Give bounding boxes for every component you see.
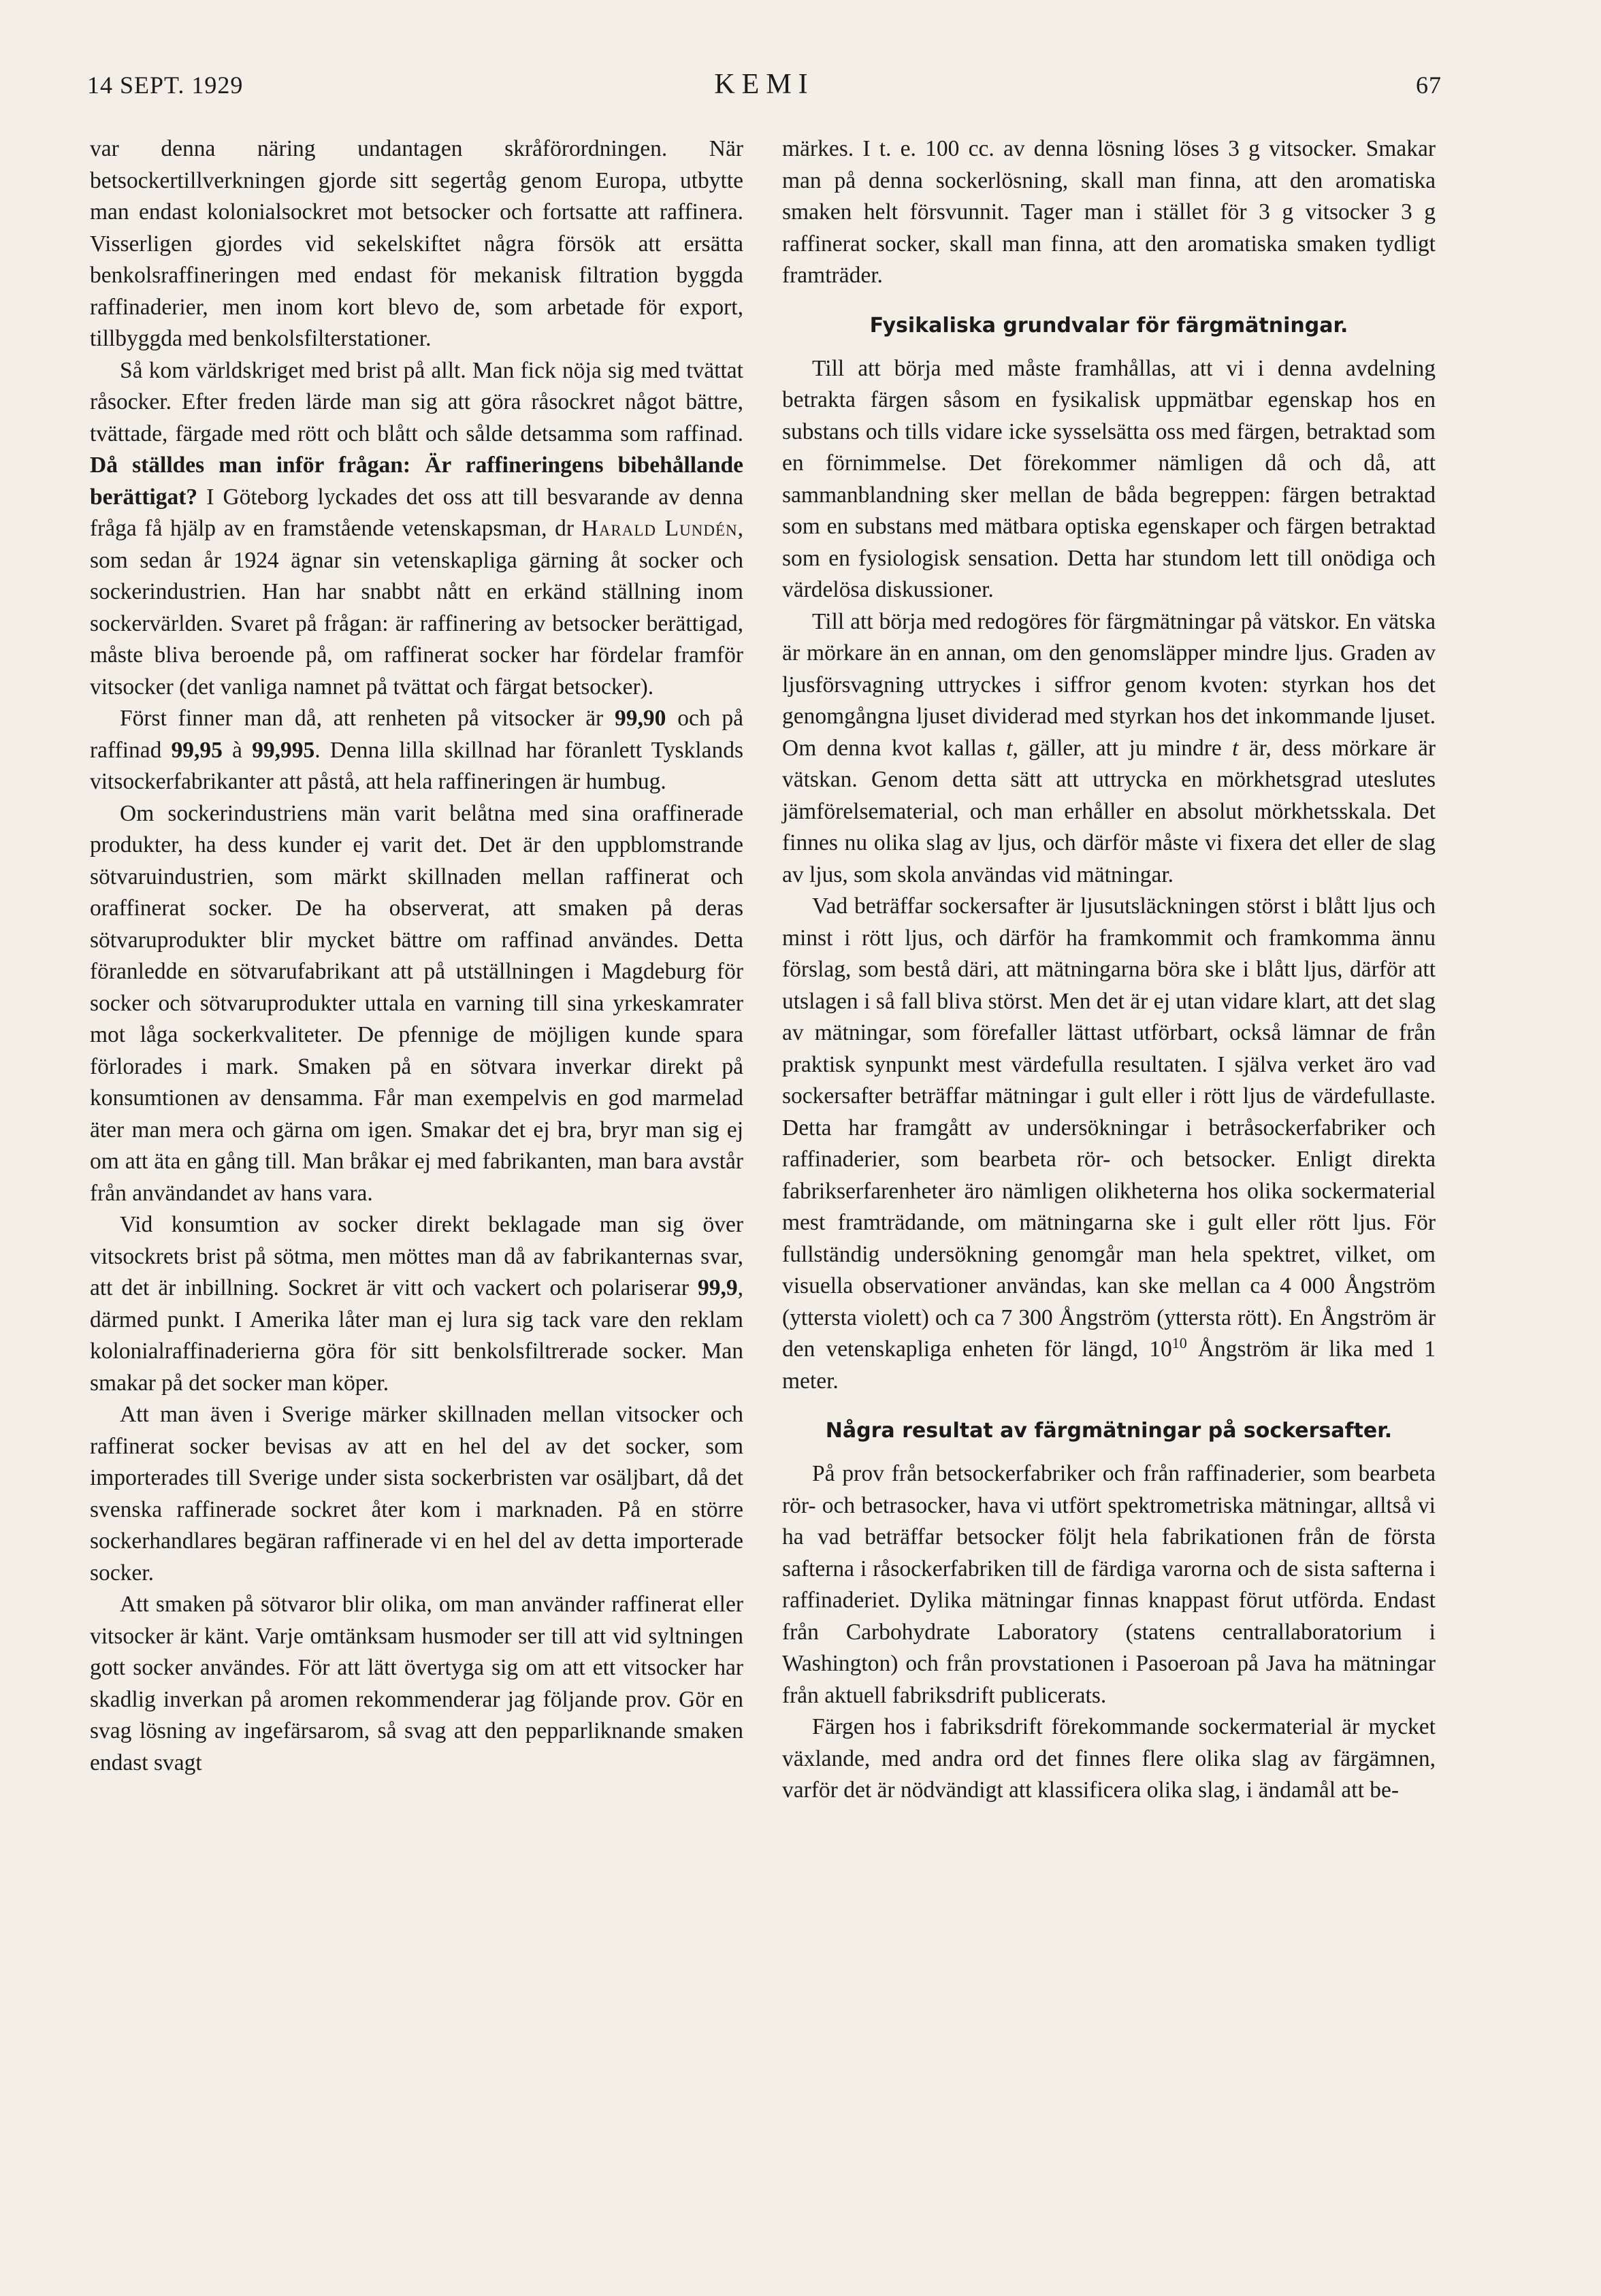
paragraph: Vad beträffar sockersafter är ljusutsläckningen störst i blått ljus och minst i rött ljus, och därför ha framkommit och framkomma ännu förslag, som bestå däri, att mätningarna böra ske i blått ljus, därför att utslagen i så fall bliva störst. Men det är ej utan vidare klart, att det slag av mätningar, som förefaller lättast utförbart, också lämnar de från praktisk synpunkt mest värdefulla resultaten. I själva verket äro vad sockersafter beträffar mätningar i gult eller i rött ljus de värdefullaste. Detta har framgått av undersökningar i betråsockerfabriker och raffinaderier, som bearbeta rör- och betsocker. Enligt direkta fabrikserfarenheter äro nämligen olikheterna hos olika sockermaterial mest framträdande, om mätningarna ske i gult eller rött ljus. För fullständig undersökning genomgår man hela spektret, vilket, om visuella observationer användas, kan ske mellan ca 4 000 Ångström (yttersta violett) och ca 7 300 Ångström (yttersta rött). En Ångström är den vetenskapliga enheten för längd, $10^{10}$ Ångström är lika med 1 meter. (782, 893, 1436, 1394)
journal-title: KEMI (714, 69, 815, 100)
paragraph: Till att börja med måste framhållas, att vi i denna avdelning betrakta färgen såsom en fysikalisk uppmätbar egenskap hos en substans och tills vidare icke sysselsätta oss med färgen, betraktad som en förnimmelse. Det förekommer nämligen då och då, att sammanblandning sker mellan de båda begreppen: färgen betraktad som en substans med mätbara optiska egenskaper och färgen betraktad som en fysiologisk sensation. Detta har stundom lett till onödiga och värdelösa diskussioner. (782, 355, 1436, 602)
left-column (90, 133, 743, 1779)
page-number: 67 (1416, 71, 1442, 99)
paragraph: Först finner man då, att renheten på vitsocker är 99,90 och på raffinad 99,95 à 99,995. Denna lilla skillnad har föranlett Tysklands vitsockerfabrikanter att påstå, att hela raffineringen är humbug. (90, 706, 744, 794)
issue-date: 14 SEPT. 1929 (87, 71, 244, 99)
paragraph: Att smaken på sötvaror blir olika, om man använder raffinerat eller vitsocker är känt. Varje omtänksam husmoder ser till att vid syltningen gott socker användes. För att lätt övertyga sig om att ett vitsocker har skadlig inverkan på aromen rekommenderar jag följande prov. Gör en svag lösning av ingefärsarom, så svag att den pepparliknande smaken endast svagt (90, 1592, 743, 1775)
paragraph: På prov från betsockerfabriker och från raffinaderier, som bearbeta rör- och betrasocker, hava vi utfört spektrometriska mätningar, alltså vi ha vad beträffar betsocker följt hela fabrikationen från de första safterna i råsockerfabriken till de färdiga varorna och de sista safterna i raffinaderiet. Dylika mätningar finnas knappast förut utförda. Endast från Carbohydrate Laboratory (statens centrallaboratorium i Washington) och från provstationen i Pasoeroan på Java ha mätningar från aktuell fabriksdrift publicerats. (782, 1461, 1436, 1708)
paragraph: märkes. I t. e. 100 cc. av denna lösning löses 3 g vitsocker. Smakar man på denna sockerlösning, skall man finna, att den aromatiska smaken helt försvunnit. Tager man i stället för 3 g vitsocker 3 g raffinerat socker, skall man finna, att den aromatiska smaken tydligt framträder. (782, 136, 1436, 288)
person-name: Harald Lundén (581, 516, 738, 541)
paragraph: Vid konsumtion av socker direkt beklagade man sig över vitsockrets brist på sötma, men möttes man då av fabrikanternas svar, att det är inbillning. Sockret är vitt och vackert och polariserar 99,9, därmed punkt. I Amerika låter man ej lura sig tack vare den reklam kolonialraffinaderierna göra för sitt benkolsfiltrerade socker. Man smakar på det socker man köper. (90, 1212, 743, 1396)
section-heading: Fysikaliska grundvalar för färgmätningar. (869, 313, 1348, 338)
page-header (87, 71, 1442, 112)
paragraph: Om sockerindustriens män varit belåtna med sina oraffinerade produkter, ha dess kunder ej varit det. Det är den uppblomstrande sötvaruindustrien, som märkt skillnaden mellan raffinerat och oraffinerat socker. De ha observerat, att smaken på deras sötvaruprodukter blir mycket bättre om raffinad användes. Detta föranledde en sötvarufabrikant att på utställningen i Magdeburg för socker och sötvaruprodukter uttala en varning till sina yrkeskamrater mot låga sockerkvaliteter. De pfennige de möjligen kunde spara förlorades i mark. Smaken på en sötvara inverkar direkt på konsumtionen av densamma. Får man exempelvis en god marmelad äter man mera och gärna om igen. Smakar det ej bra, bryr man sig ej om att äta en gång till. Man bråkar ej med fabrikanten, man bara avstår från användandet av hans vara. (90, 800, 743, 1206)
paragraph: Färgen hos i fabriksdrift förekommande sockermaterial är mycket växlande, med andra ord det finnes flere olika slag av färgämnen, varför det är nödvändigt att klassificera olika slag, i ändamål att be- (782, 1714, 1436, 1803)
paragraph: Så kom världskriget med brist på allt. Man fick nöja sig med tvättat råsocker. Efter freden lärde man sig att göra råsockret något bättre, tvättade, färgade med rött och blått och sålde detsamma som raffinad. Då ställdes man inför frågan: Är raffineringens bibehållande berättigat? I Göteborg lyckades det oss att till besvarande av denna fråga få hjälp av en framstående vetenskapsman, dr Harald Lundén, som sedan år 1924 ägnar sin vetenskapliga gärning åt socker och sockerindustrien. Han har snabbt nått en erkänd ställning inom sockervärlden. Svaret på frågan: är raffinering av betsocker berättigad, måste bliva beroende på, om raffinerat socker har fördelar framför vitsocker (det vanliga namnet på tvättat och färgat betsocker). (90, 357, 743, 700)
paragraph: var denna näring undantagen skråförordningen. När betsockertillverkningen gjorde sitt segertåg genom Europa, utbytte man endast kolonialsockret mot betsocker och fortsatte att raffinera. Visserligen gjordes vid sekelskiftet några försök att ersätta benkolsraffineringen med endast för mekanisk filtration byggda raffinaderier, men inom kort blevo de, som arbetade för export, tillbyggda med benkolsfilterstationer. (90, 136, 743, 351)
paragraph: Att man även i Sverige märker skillnaden mellan vitsocker och raffinerat socker bevisas av att en hel del av det socker, som importerades till Sverige under sista sockerbristen var osäljbart, då det svenska raffinerade sockret åter kom i marknaden. På en större sockerhandlares begäran raffinerade vi en hel del av detta importerade socker. (90, 1402, 743, 1586)
right-column (782, 133, 1436, 1807)
section-heading: Några resultat av färgmätningar på sockersafter. (825, 1419, 1393, 1443)
paragraph: Till att börja med redogöres för färgmätningar på vätskor. En vätska är mörkare än en annan, om den genomsläpper mindre ljus. Graden av ljusförsvagning uttryckes i siffror genom kvoten: styrkan hos det genomgångna ljuset dividerad med styrkan hos det inkommande ljuset. Om denna kvot kallas t, gäller, att ju mindre t är, dess mörkare är vätskan. Genom detta sätt att uttrycka en mörkhetsgrad uteslutes jämförelsematerial, och man erhåller en absolut mörkhetsskala. Det finnes nu olika slag av ljus, och därför måste vi fixera det eller de slag av ljus, som skola användas vid mätningar. (782, 608, 1436, 887)
